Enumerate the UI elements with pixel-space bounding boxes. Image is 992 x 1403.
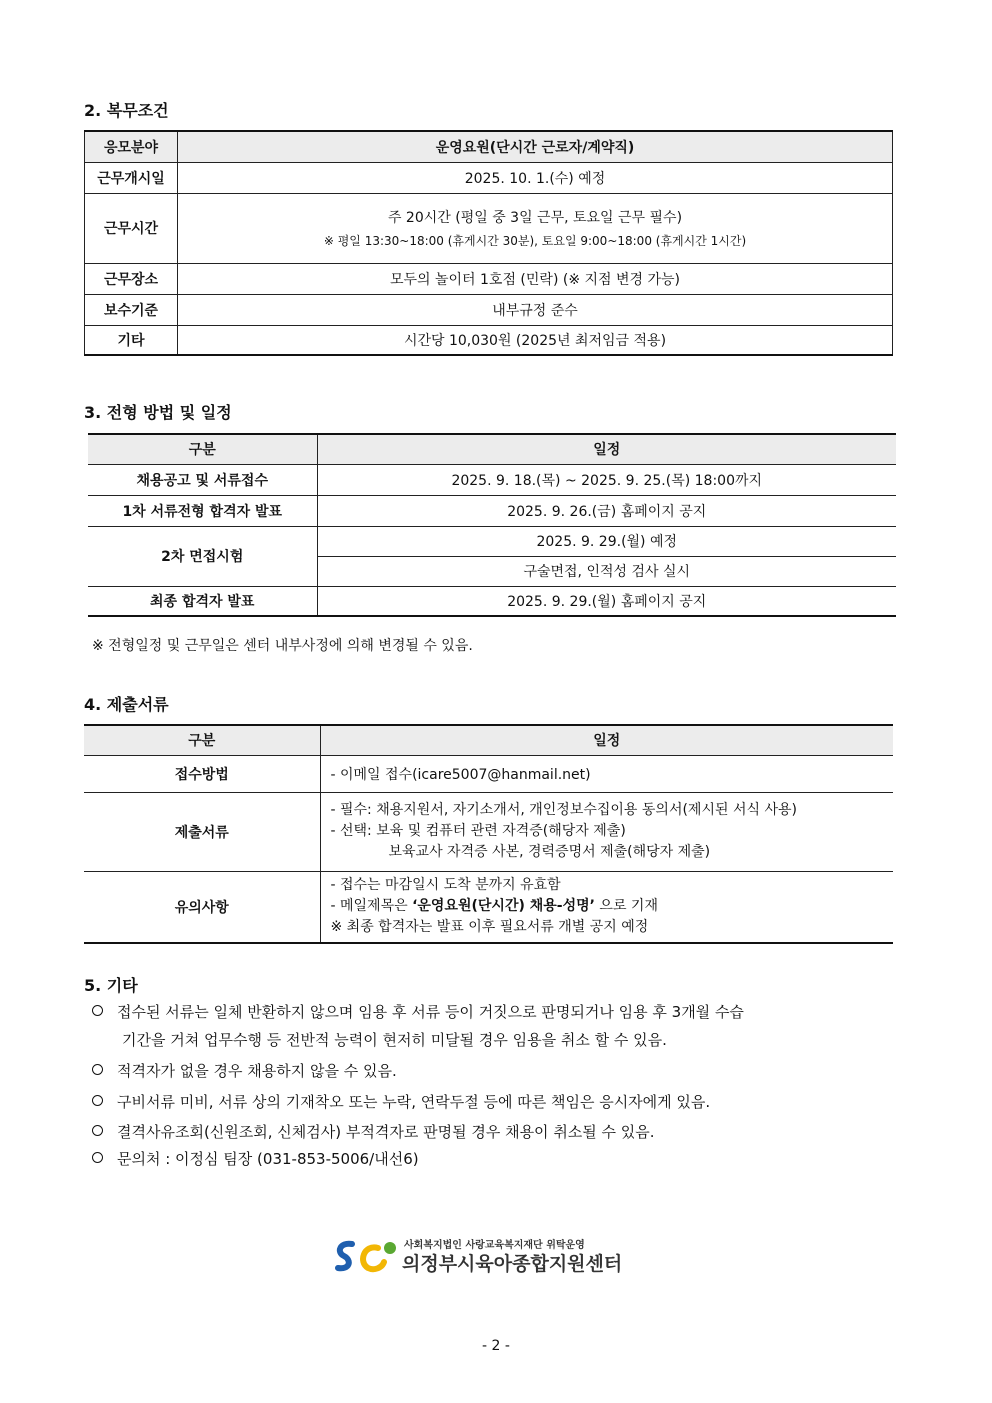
section-3-title: 3. 전형 방법 및 일정 [84, 403, 232, 422]
row-value: 시간당 10,030원 (2025년 최저임금 적용) [178, 325, 893, 355]
table-header-schedule: 일정 [317, 434, 896, 464]
row-value: - 이메일 접수(icare5007@hanmail.net) [320, 755, 893, 792]
row-label: 보수기준 [85, 294, 178, 325]
row-label: 접수방법 [84, 755, 320, 792]
list-item [92, 1089, 898, 1115]
table-header-schedule: 일정 [320, 725, 893, 755]
row-label: 최종 합격자 발표 [88, 586, 317, 616]
center-logo [334, 1236, 654, 1276]
list-item-continuation: 기간을 거쳐 업무수행 등 전반적 능력이 현저히 미달될 경우 임용을 취소 할 수 있음. [122, 1031, 667, 1049]
row-value: 2025. 9. 29.(월) 예정 [317, 526, 896, 556]
list-item [92, 1146, 898, 1172]
list-item-text: 적격자가 없을 경우 채용하지 않을 수 있음. [117, 1062, 397, 1080]
row-value: 내부규정 준수 [178, 294, 893, 325]
doc-line: - 선택: 보육 및 컴퓨터 관련 자격증(해당자 제출) [330, 823, 626, 839]
list-item-text: 결격사유조회(신원조회, 신체검사) 부적격자로 판명될 경우 채용이 취소될 수 있음. [117, 1123, 655, 1141]
row-value-block [178, 193, 893, 263]
circle-bullet-icon [92, 1064, 103, 1075]
row-value-block [320, 792, 893, 871]
row-label: 제출서류 [84, 792, 320, 871]
notice-line [331, 896, 894, 917]
mail-subject-format: ‘운영요원(단시간) 채용-성명’ [412, 898, 595, 915]
selection-schedule-table [88, 433, 896, 617]
row-label: 근무시간 [85, 193, 178, 263]
row-value: 2025. 9. 18.(목) ~ 2025. 9. 25.(목) 18:00까지 [317, 464, 896, 495]
row-value: 2025. 9. 26.(금) 홈페이지 공지 [317, 495, 896, 526]
row-subnote: ※ 평일 13:30~18:00 (휴게시간 30분), 토요일 9:00~18:00 (휴게시간 1시간) [323, 234, 747, 248]
row-value: 구술면접, 인적성 검사 실시 [317, 556, 896, 586]
work-conditions-table [84, 130, 893, 356]
list-item [92, 999, 898, 1025]
doc-line: 보육교사 자격증 사본, 경력증명서 제출(해당자 제출) [388, 844, 711, 860]
logo-subtitle: 사회복지법인 사랑교육복지재단 위탁운영 [404, 1240, 585, 1251]
list-item-text: 문의처 : 이정심 팀장 (031-853-5006/내선6) [117, 1150, 419, 1168]
row-label: 기타 [85, 325, 178, 355]
logo-title: 의정부시육아종합지원센터 [402, 1253, 623, 1275]
notice-prefix: - 메일제목은 [330, 898, 408, 915]
row-label: 유의사항 [84, 871, 320, 943]
circle-bullet-icon [92, 1125, 103, 1136]
section-5-title: 5. 기타 [84, 976, 138, 995]
list-item-text: 접수된 서류는 일체 반환하지 않으며 임용 후 서류 등이 거짓으로 판명되거나 임용 후 3개월 수습 [117, 1003, 744, 1021]
list-item-text: 구비서류 미비, 서류 상의 기재착오 또는 누락, 연락두절 등에 따른 책임은 응시자에게 있음. [117, 1093, 711, 1111]
table-header-category: 구분 [84, 725, 320, 755]
row-value: 2025. 9. 29.(월) 홈페이지 공지 [317, 586, 896, 616]
table-header-value: 운영요원(단시간 근로자/계약직) [178, 131, 893, 162]
circle-bullet-icon [92, 1152, 103, 1163]
notice-line: - 접수는 마감일시 도착 분까지 유효함 [330, 877, 561, 894]
row-label: 채용공고 및 서류접수 [88, 464, 317, 495]
section-2-title: 2. 복무조건 [84, 101, 169, 120]
section-4-title: 4. 제출서류 [84, 695, 169, 714]
row-label: 근무개시일 [85, 162, 178, 193]
row-label: 2차 면접시험 [88, 526, 317, 586]
documents-table [84, 724, 893, 944]
row-value: 주 20시간 (평일 중 3일 근무, 토요일 근무 필수) [387, 210, 683, 226]
list-item [92, 1058, 898, 1084]
list-item [92, 1119, 898, 1145]
row-value-block [320, 871, 893, 943]
row-value: 2025. 10. 1.(수) 예정 [178, 162, 893, 193]
schedule-note: ※ 전형일정 및 근무일은 센터 내부사정에 의해 변경될 수 있음. [92, 638, 473, 654]
notice-suffix: 으로 기재 [599, 898, 658, 915]
circle-bullet-icon [92, 1005, 103, 1016]
table-header-category: 구분 [88, 434, 317, 464]
row-label: 근무장소 [85, 263, 178, 294]
page-number: - 2 - [482, 1338, 510, 1354]
row-label: 1차 서류전형 합격자 발표 [88, 495, 317, 526]
circle-bullet-icon [92, 1095, 103, 1106]
notice-line: ※ 최종 합격자는 발표 이후 필요서류 개별 공지 예정 [330, 919, 649, 936]
table-header-label: 응모분야 [85, 131, 178, 162]
doc-line: - 필수: 채용지원서, 자기소개서, 개인정보수집이용 동의서(제시된 서식 사용) [330, 802, 797, 818]
row-value: 모두의 놀이터 1호점 (민락) (※ 지점 변경 가능) [178, 263, 893, 294]
logo-mark-icon [334, 1236, 404, 1276]
